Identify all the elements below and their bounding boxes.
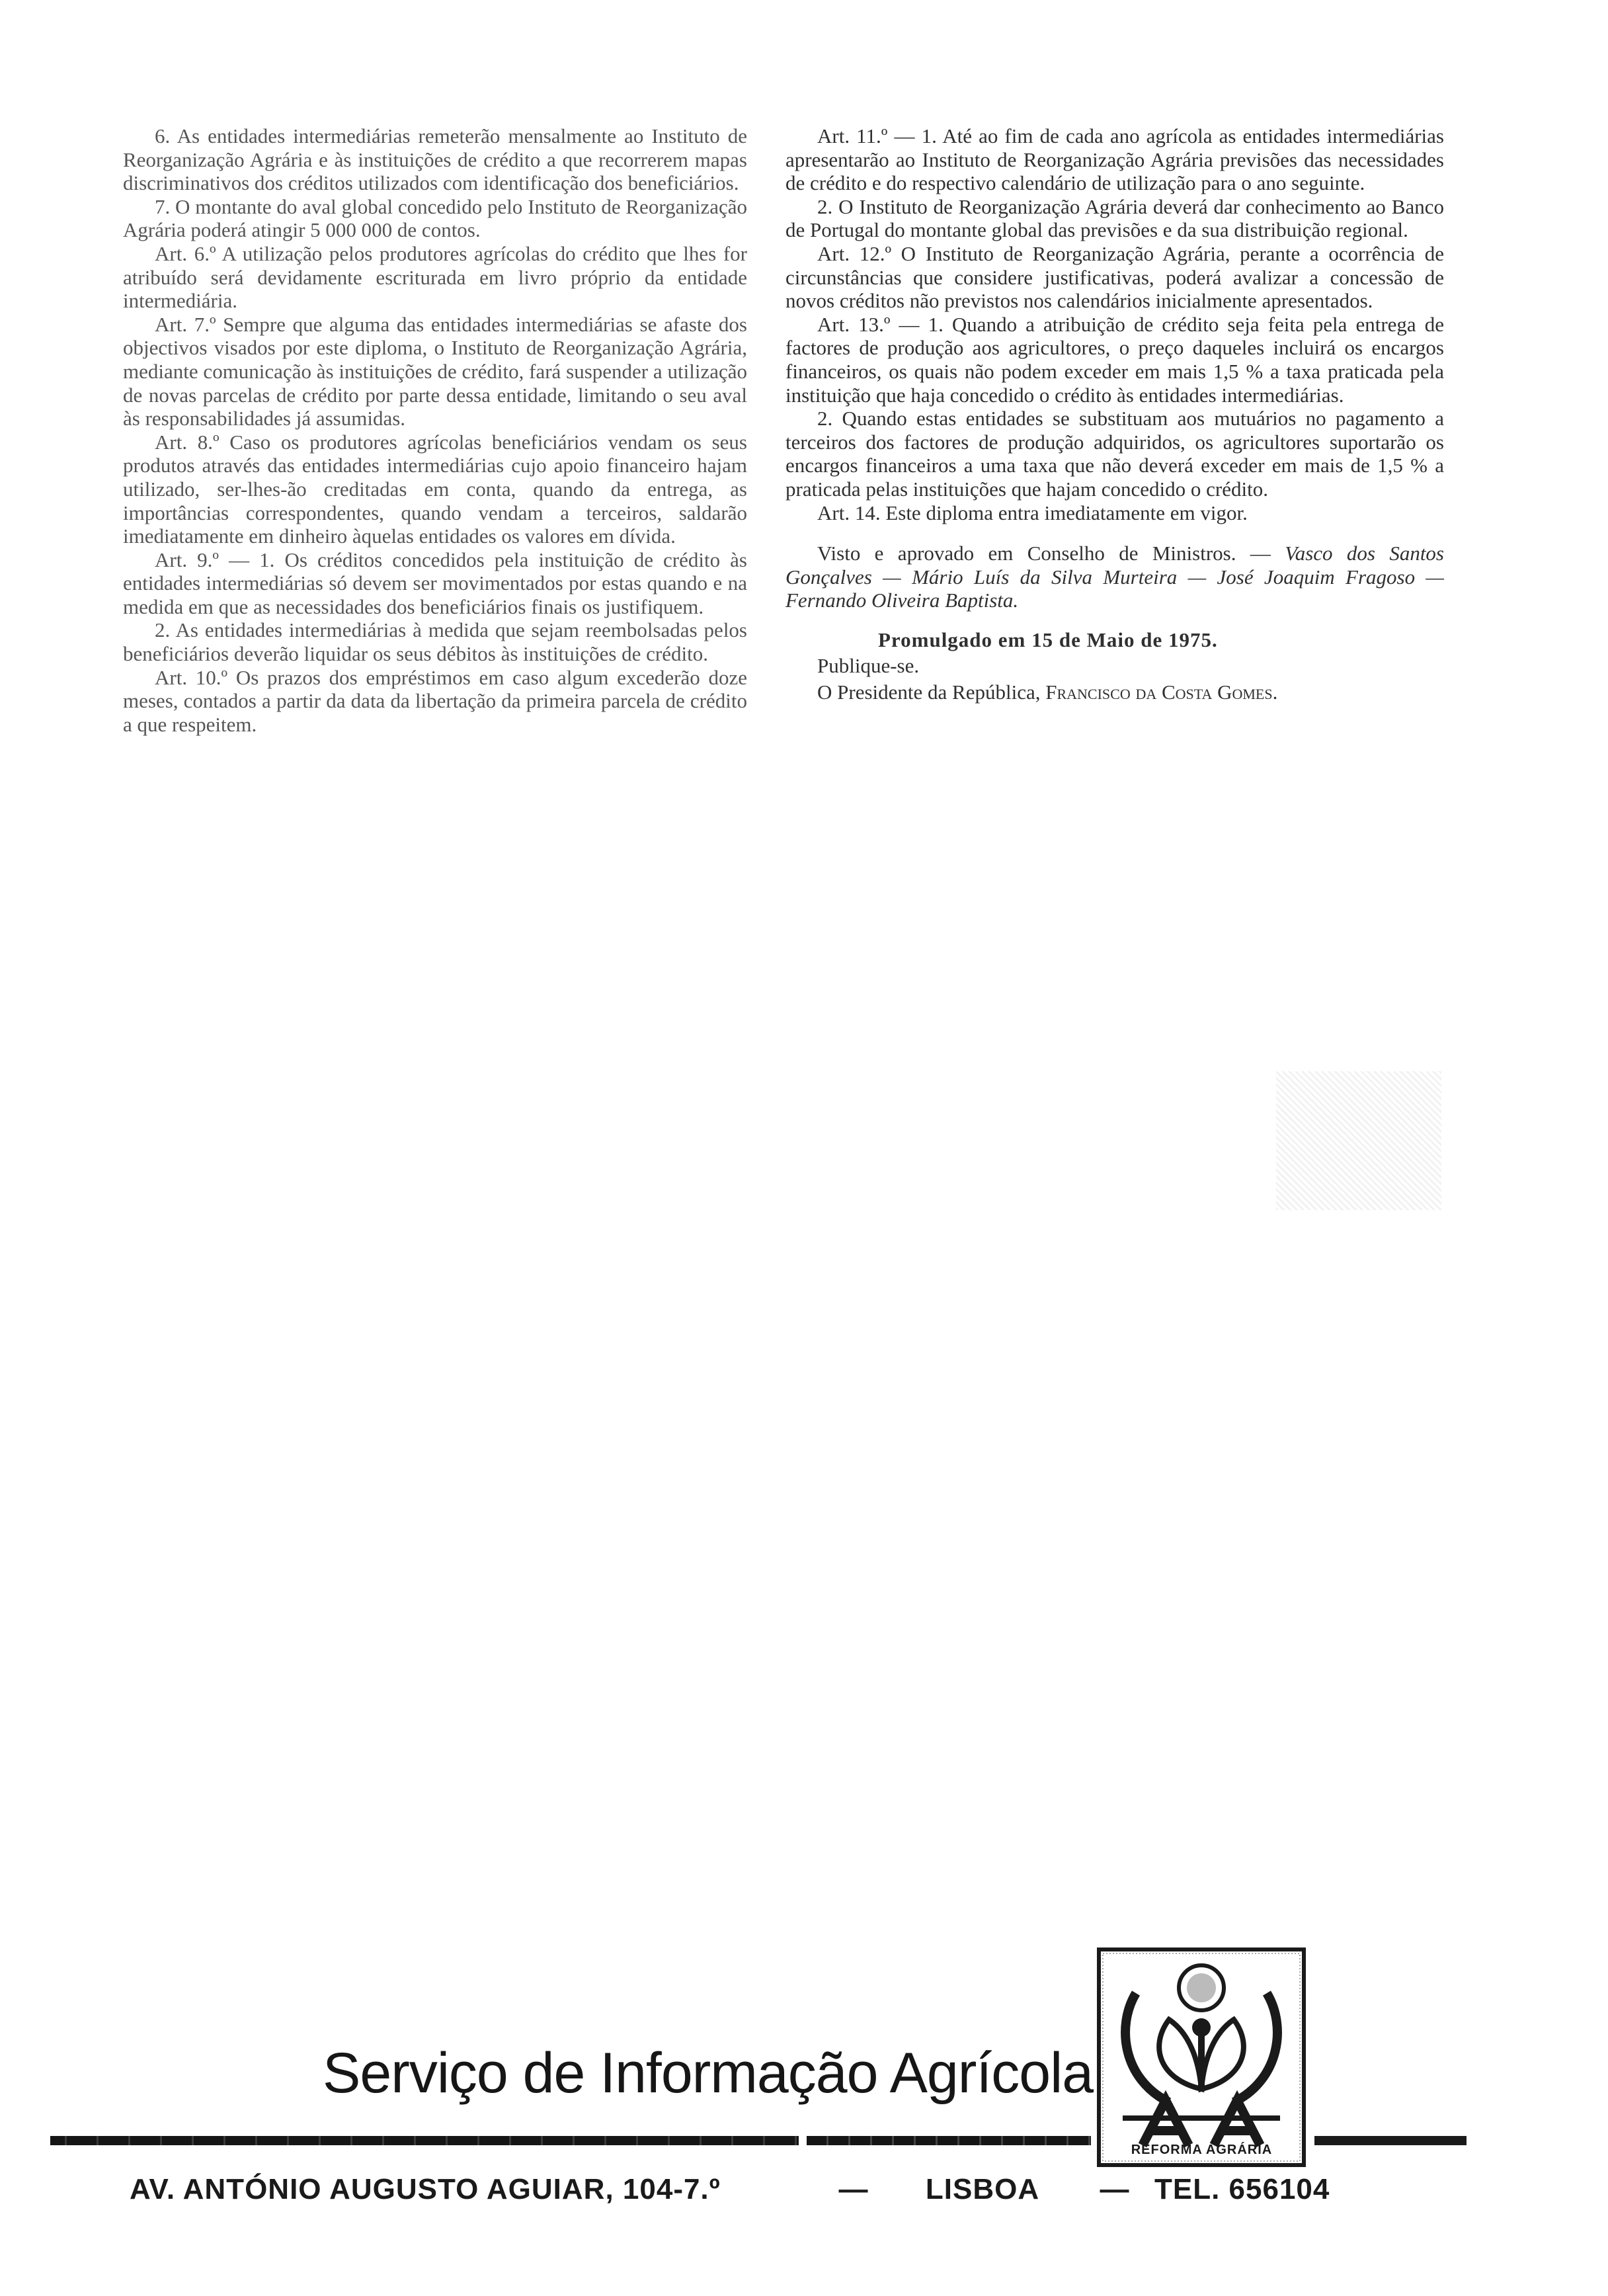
- logo-caption: REFORMA AGRÁRIA: [1131, 2143, 1273, 2157]
- agency-title: Serviço de Informação Agrícola: [323, 2041, 1094, 2105]
- footer-rule-right: [1314, 2136, 1467, 2145]
- footer-rule-middle: [807, 2136, 1091, 2145]
- publish-order: Publique-se.: [817, 654, 920, 678]
- president-name: Francisco da Costa Gomes.: [1045, 680, 1278, 704]
- left-text-column: [123, 124, 747, 736]
- paragraph: Art. 7.º Sempre que alguma das entidades intermediárias se afaste dos objectivos visados por este diploma, o Instituto de Reorganização Agrária, mediante comunicação às instituições de crédito, fará suspender a utilização de novas parcelas de crédito por parte dessa entidade, limitando o seu aval às responsabilidades já assumidas.: [123, 312, 747, 430]
- approval-and-signers: [785, 542, 1444, 612]
- paragraph: Art. 9.º — 1. Os créditos concedidos pela instituição de crédito às entidades intermediárias só devem ser movimentados por estas quando e na medida em que as necessidades dos beneficiários finais os justifiquem.: [123, 548, 747, 618]
- paragraph: Art. 12.º O Instituto de Reorganização Agrária, perante a ocorrência de circunstâncias que considere justificativas, poderá avalizar a concessão de novos créditos não previstos nos calendários inicialmente apresentados.: [785, 241, 1444, 313]
- address-separator: —: [838, 2173, 869, 2205]
- paragraph: 7. O montante do aval global concedido pelo Instituto de Reorganização Agrária poderá atingir 5 000 000 de contos.: [123, 194, 747, 242]
- paragraph: 6. As entidades intermediárias remeterão mensalmente ao Instituto de Reorganização Agrária e às instituições de crédito a que recorrerem mapas discriminativos dos créditos utilizados com identificação dos beneficiários.: [123, 124, 747, 195]
- signer-names: Vasco dos Santos Gonçalves — Mário Luís da Silva Murteira — José Joaquim Fragoso — Fernando Oliveira Baptista.: [785, 542, 1444, 612]
- telephone-number: TEL. 656104: [1154, 2173, 1330, 2205]
- paragraph: 2. Quando estas entidades se substituam aos mutuários no pagamento a terceiros dos factores de produção adquiridos, os agricultores suportarão os encargos financeiros a uma taxa que não deverá exceder em mais de 1,5 % a praticada pelas instituições que hajam concedido o crédito.: [785, 407, 1444, 501]
- address-separator: —: [1100, 2173, 1130, 2205]
- paragraph: 2. O Instituto de Reorganização Agrária deverá dar conhecimento ao Banco de Portugal do montante global das previsões e da sua distribuição regional.: [785, 194, 1444, 242]
- approval-lead: Visto e aprovado em Conselho de Ministros. —: [817, 542, 1271, 565]
- address-street: AV. ANTÓNIO AUGUSTO AGUIAR, 104-7.º: [130, 2173, 721, 2205]
- president-prefix: O Presidente da República,: [817, 680, 1041, 704]
- paragraph: Art. 14. Este diploma entra imediatamente em vigor.: [817, 501, 1248, 524]
- footer-address: [130, 2173, 1386, 2206]
- paragraph: Art. 8.º Caso os produtores agrícolas beneficiários vendam os seus produtos através das entidades intermediárias cujo apoio financeiro hajam utilizado, ser-lhes-ão creditadas em conta, quando da entrega, as importâncias correspondentes, quando vendam a terceiros, saldarão imediatamente em dinheiro àquelas entidades os valores em dívida.: [123, 430, 747, 548]
- president-signature: [785, 680, 1444, 704]
- paragraph: Art. 11.º — 1. Até ao fim de cada ano agrícola as entidades intermediárias apresentarão ao Instituto de Reorganização Agrária previsões das necessidades de crédito e do respectivo calendário de utilização para o ano seguinte.: [785, 124, 1444, 195]
- logo-graphic: [1096, 1947, 1306, 2168]
- stamp-shading: [1276, 1071, 1441, 1210]
- reforma-agraria-logo: [1096, 1947, 1306, 2168]
- promulgation-date: Promulgado em 15 de Maio de 1975.: [878, 628, 1218, 651]
- paragraph: Art. 10.º Os prazos dos empréstimos em caso algum excederão doze meses, contados a partir da data da libertação da primeira parcela de crédito a que respeitem.: [123, 665, 747, 736]
- right-text-column: [785, 124, 1444, 704]
- paragraph: Art. 6.º A utilização pelos produtores agrícolas do crédito que lhes for atribuído será devidamente escriturada em livro próprio da entidade intermediária.: [123, 241, 747, 313]
- paragraph: Art. 13.º — 1. Quando a atribuição de crédito seja feita pela entrega de factores de produção aos agricultores, o preço daqueles incluirá os encargos financeiros, os quais não podem exceder em mais 1,5 % a taxa praticada pela instituição que haja concedido o crédito às entidades intermediárias.: [785, 312, 1444, 407]
- footer-rule-left: [50, 2136, 799, 2145]
- paragraph: 2. As entidades intermediárias à medida que sejam reembolsadas pelos beneficiários deverão liquidar os seus débitos às instituições de crédito.: [123, 618, 747, 666]
- address-city: LISBOA: [925, 2173, 1040, 2205]
